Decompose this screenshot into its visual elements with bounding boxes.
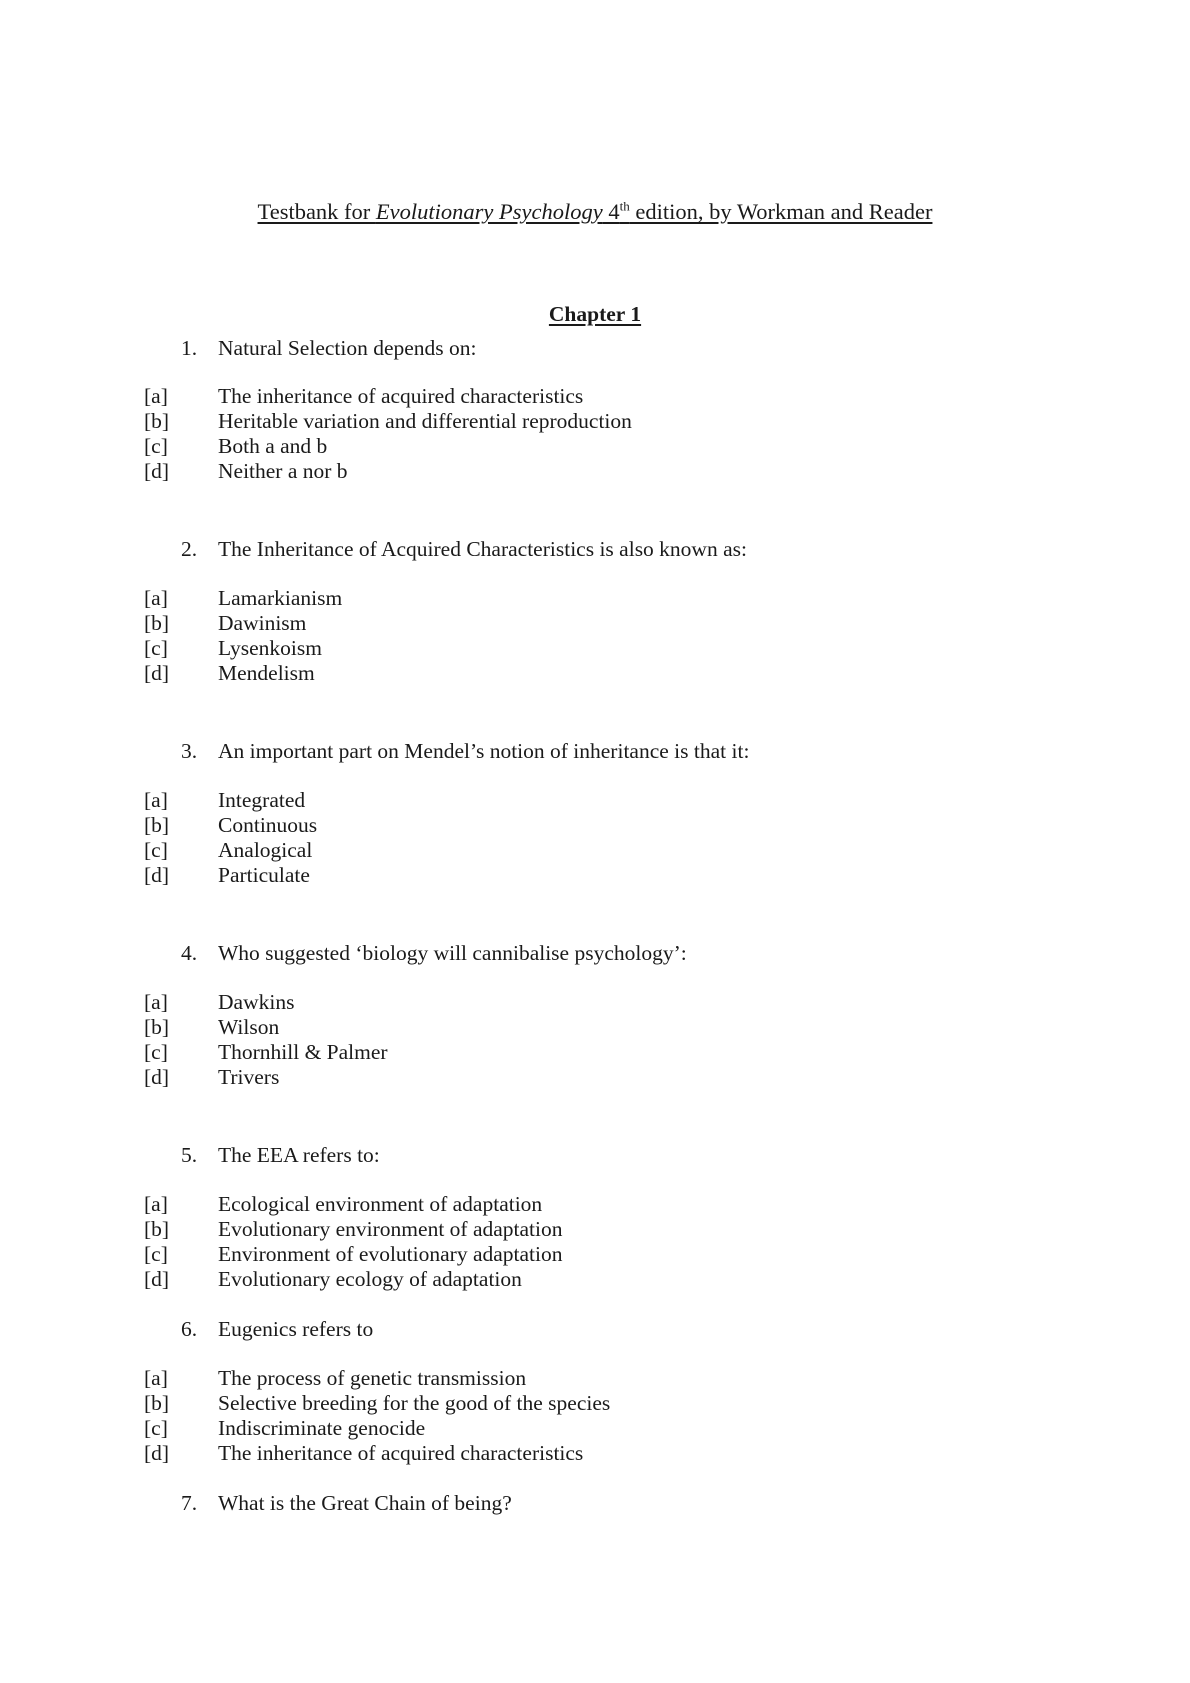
option-text: Indiscriminate genocide <box>218 1416 426 1440</box>
option-text: Analogical <box>218 838 313 862</box>
question-text: Eugenics refers to <box>218 1317 374 1341</box>
option-5b <box>0 1217 1190 1242</box>
option-letter: [c] <box>144 434 168 458</box>
option-3d <box>0 863 1190 888</box>
option-text: Mendelism <box>218 661 315 685</box>
option-text: Heritable variation and differential reproduction <box>218 409 632 433</box>
question-number: 1. <box>181 336 198 360</box>
option-letter: [b] <box>144 813 170 837</box>
question-text: Who suggested ‘biology will cannibalise psychology’: <box>218 941 687 965</box>
option-text: Wilson <box>218 1015 280 1039</box>
question-text: What is the Great Chain of being? <box>218 1491 512 1515</box>
option-text: Thornhill & Palmer <box>218 1040 388 1064</box>
option-6a <box>0 1366 1190 1391</box>
option-letter: [d] <box>144 661 170 685</box>
option-text: Dawinism <box>218 611 307 635</box>
option-text: The inheritance of acquired characteristics <box>218 384 584 408</box>
title-book-name: Evolutionary Psychology <box>375 199 603 224</box>
option-text: Neither a nor b <box>218 459 348 483</box>
chapter-heading: Chapter 1 <box>548 302 642 326</box>
question-number: 2. <box>181 537 198 561</box>
question-number: 3. <box>181 739 198 763</box>
question-5 <box>0 1143 1190 1168</box>
option-2b <box>0 611 1190 636</box>
option-letter: [c] <box>144 1242 168 1266</box>
title-suffix: edition, by Workman and Reader <box>629 199 933 224</box>
option-1b <box>0 409 1190 434</box>
option-text: Lysenkoism <box>218 636 322 660</box>
option-letter: [b] <box>144 1217 170 1241</box>
option-4d <box>0 1065 1190 1090</box>
question-text: Natural Selection depends on: <box>218 336 477 360</box>
option-letter: [a] <box>144 990 168 1014</box>
option-1a <box>0 384 1190 409</box>
option-6c <box>0 1416 1190 1441</box>
question-text: The Inheritance of Acquired Characteristics is also known as: <box>218 537 747 561</box>
option-letter: [d] <box>144 1441 170 1465</box>
option-letter: [b] <box>144 409 170 433</box>
option-text: Both a and b <box>218 434 328 458</box>
option-1d <box>0 459 1190 484</box>
option-letter: [a] <box>144 384 168 408</box>
option-text: The inheritance of acquired characteristics <box>218 1441 584 1465</box>
option-text: Integrated <box>218 788 306 812</box>
option-letter: [b] <box>144 1015 170 1039</box>
option-text: Ecological environment of adaptation <box>218 1192 543 1216</box>
question-number: 5. <box>181 1143 198 1167</box>
option-text: Lamarkianism <box>218 586 343 610</box>
question-text: The EEA refers to: <box>218 1143 380 1167</box>
option-text: Selective breeding for the good of the species <box>218 1391 611 1415</box>
title-edition-superscript: th <box>619 198 630 214</box>
option-text: Trivers <box>218 1065 280 1089</box>
option-text: Environment of evolutionary adaptation <box>218 1242 563 1266</box>
option-3c <box>0 838 1190 863</box>
question-number: 7. <box>181 1491 198 1515</box>
option-letter: [a] <box>144 586 168 610</box>
option-1c <box>0 434 1190 459</box>
option-6d <box>0 1441 1190 1466</box>
option-3a <box>0 788 1190 813</box>
option-letter: [d] <box>144 863 170 887</box>
question-number: 4. <box>181 941 198 965</box>
title-edition-number: 4 <box>602 199 620 224</box>
option-letter: [a] <box>144 1192 168 1216</box>
option-text: Continuous <box>218 813 318 837</box>
question-number: 6. <box>181 1317 198 1341</box>
option-letter: [d] <box>144 1267 170 1291</box>
option-letter: [c] <box>144 1416 168 1440</box>
question-3 <box>0 739 1190 764</box>
option-6b <box>0 1391 1190 1416</box>
option-text: Evolutionary ecology of adaptation <box>218 1267 522 1291</box>
option-3b <box>0 813 1190 838</box>
option-2d <box>0 661 1190 686</box>
option-4c <box>0 1040 1190 1065</box>
option-letter: [a] <box>144 1366 168 1390</box>
document-title <box>0 199 1190 224</box>
question-2 <box>0 537 1190 562</box>
question-text: An important part on Mendel’s notion of inheritance is that it: <box>218 739 750 763</box>
option-text: The process of genetic transmission <box>218 1366 527 1390</box>
option-letter: [d] <box>144 459 170 483</box>
option-text: Dawkins <box>218 990 295 1014</box>
option-letter: [d] <box>144 1065 170 1089</box>
question-7 <box>0 1491 1190 1516</box>
option-letter: [c] <box>144 1040 168 1064</box>
question-1 <box>0 336 1190 361</box>
title-prefix: Testbank for <box>257 199 376 224</box>
option-letter: [b] <box>144 611 170 635</box>
option-letter: [b] <box>144 1391 170 1415</box>
option-text: Evolutionary environment of adaptation <box>218 1217 563 1241</box>
option-5c <box>0 1242 1190 1267</box>
question-6 <box>0 1317 1190 1342</box>
option-5d <box>0 1267 1190 1292</box>
option-2a <box>0 586 1190 611</box>
option-letter: [c] <box>144 838 168 862</box>
option-4a <box>0 990 1190 1015</box>
option-text: Particulate <box>218 863 310 887</box>
question-4 <box>0 941 1190 966</box>
option-letter: [a] <box>144 788 168 812</box>
option-2c <box>0 636 1190 661</box>
option-4b <box>0 1015 1190 1040</box>
option-letter: [c] <box>144 636 168 660</box>
option-5a <box>0 1192 1190 1217</box>
